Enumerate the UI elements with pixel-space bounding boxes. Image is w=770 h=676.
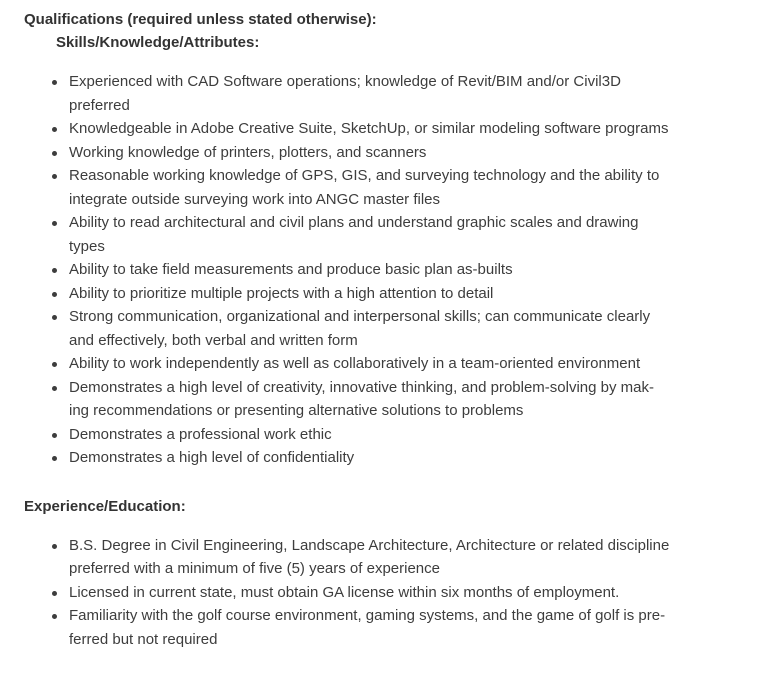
- skills-list: [24, 70, 744, 470]
- list-item: [24, 117, 744, 141]
- list-item-text: ing recommendations or presenting alternative solutions to problems: [69, 402, 524, 419]
- experience-list: [24, 534, 744, 652]
- skills-subheading: Skills/Knowledge/Attributes:: [56, 34, 260, 51]
- bullet-icon: [52, 456, 57, 461]
- list-item-text: Experienced with CAD Software operations; knowledge of Revit/BIM and/or Civil3D: [69, 73, 621, 90]
- bullet-icon: [52, 292, 57, 297]
- bullet-icon: [52, 221, 57, 226]
- bullet-icon: [52, 362, 57, 367]
- list-item-text: Ability to take field measurements and produce basic plan as-builts: [69, 261, 513, 278]
- list-item-text: Knowledgeable in Adobe Creative Suite, SketchUp, or similar modeling software programs: [69, 120, 669, 137]
- list-item: [24, 258, 744, 282]
- list-item-text: Ability to read architectural and civil plans and understand graphic scales and drawing: [69, 214, 639, 231]
- bullet-icon: [52, 315, 57, 320]
- qualifications-heading: Qualifications (required unless stated otherwise):: [24, 11, 377, 28]
- list-item-text: Demonstrates a high level of creativity, innovative thinking, and problem-solving by mak-: [69, 378, 654, 396]
- list-item-text: B.S. Degree in Civil Engineering, Landscape Architecture, Architecture or related discipline: [69, 536, 670, 554]
- list-item: [24, 534, 744, 581]
- list-item: [24, 282, 744, 306]
- list-item-text: ferred but not required: [69, 630, 218, 648]
- list-item-text: Demonstrates a professional work ethic: [69, 425, 332, 443]
- bullet-icon: [52, 544, 57, 549]
- bullet-icon: [52, 614, 57, 619]
- list-item: [24, 164, 744, 211]
- list-item: [24, 352, 744, 376]
- list-item-text: and effectively, both verbal and written form: [69, 331, 358, 349]
- list-item-text: integrate outside surveying work into ANGC master files: [69, 190, 440, 208]
- list-item-text: Demonstrates a high level of confidentiality: [69, 449, 355, 466]
- list-item: [24, 376, 744, 423]
- experience-heading: Experience/Education:: [24, 497, 186, 515]
- list-item: [24, 70, 744, 117]
- list-item: [24, 211, 744, 258]
- bullet-icon: [52, 127, 57, 132]
- list-item: [24, 604, 744, 651]
- list-item: [24, 141, 744, 165]
- list-item-text: types: [69, 237, 105, 255]
- bullet-icon: [52, 151, 57, 156]
- list-item-text: preferred: [69, 96, 130, 114]
- bullet-icon: [52, 80, 57, 85]
- bullet-icon: [52, 433, 57, 438]
- list-item-text: Licensed in current state, must obtain GA license within six months of employment.: [69, 583, 620, 601]
- list-item: [24, 423, 744, 447]
- list-item-text: Strong communication, organizational and interpersonal skills; can communicate clearly: [69, 308, 651, 325]
- list-item-text: preferred with a minimum of five (5) years of experience: [69, 560, 440, 577]
- bullet-icon: [52, 386, 57, 391]
- list-item-text: Working knowledge of printers, plotters, and scanners: [69, 143, 427, 161]
- list-item-text: Ability to work independently as well as collaboratively in a team-oriented environment: [69, 355, 641, 372]
- list-item: [24, 581, 744, 605]
- bullet-icon: [52, 174, 57, 179]
- list-item-text: Ability to prioritize multiple projects with a high attention to detail: [69, 284, 494, 302]
- list-item: [24, 305, 744, 352]
- list-item-text: Reasonable working knowledge of GPS, GIS, and surveying technology and the ability to: [69, 167, 660, 184]
- job-qualifications-document: [24, 8, 744, 651]
- bullet-icon: [52, 591, 57, 596]
- bullet-icon: [52, 268, 57, 273]
- list-item-text: Familiarity with the golf course environment, gaming systems, and the game of golf is pre-: [69, 607, 666, 624]
- list-item: [24, 446, 744, 470]
